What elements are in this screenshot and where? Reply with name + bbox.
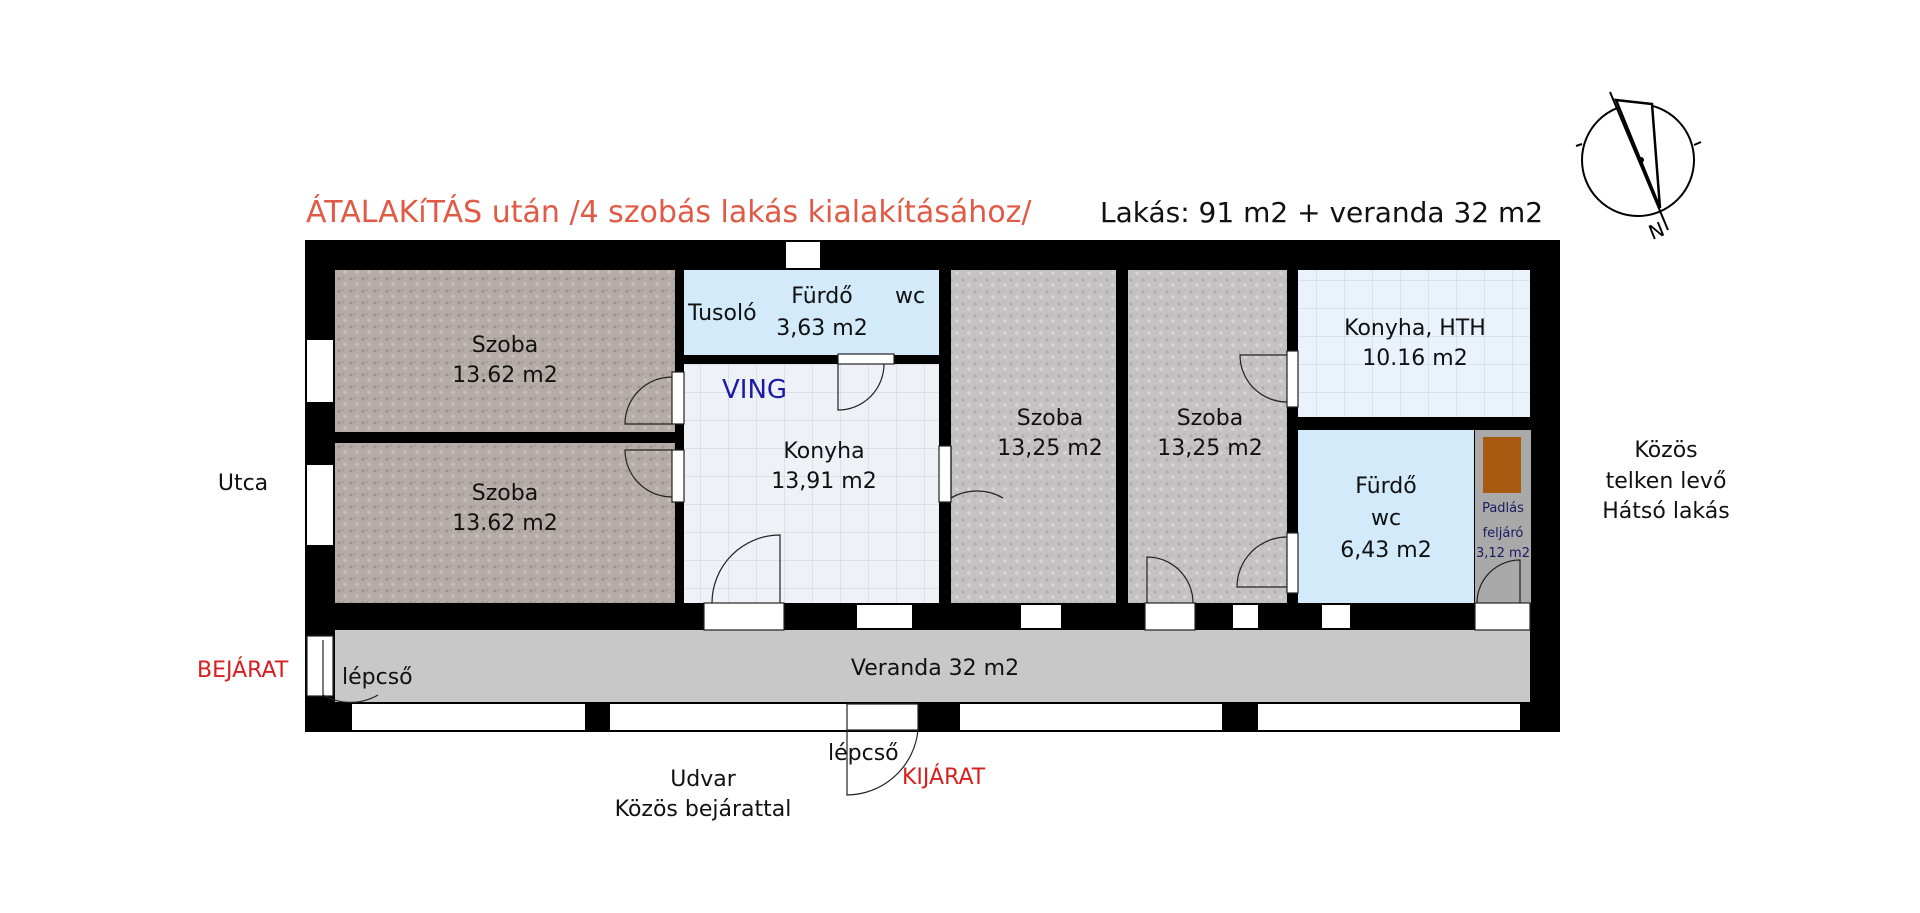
furdo-2-wc: wc	[1370, 506, 1402, 531]
room-konyha-hth	[1298, 270, 1530, 417]
szoba-1-area: 13.62 m2	[452, 363, 558, 388]
szoba-2-area: 13.62 m2	[452, 511, 558, 536]
compass-north-label: N	[1644, 216, 1668, 245]
udvar-sub-label: Közös bejárattal	[614, 797, 792, 822]
tusolo-label: Tusoló	[688, 301, 757, 326]
kijarat-label: KIJÁRAT	[902, 765, 986, 790]
kozos-line1: Közös	[1634, 438, 1698, 463]
szoba-3-area: 13,25 m2	[997, 436, 1103, 461]
veranda-label: Veranda 32 m2	[850, 656, 1020, 681]
lepcso-bottom-label: lépcső	[828, 741, 899, 766]
furdo-2-name: Fürdő	[1355, 474, 1417, 499]
furdo-1-name: Fürdő	[791, 284, 853, 309]
attic-stair-block	[1483, 437, 1521, 493]
area-summary: Lakás: 91 m2 + veranda 32 m2	[1100, 196, 1544, 229]
furdo-2-area: 6,43 m2	[1340, 538, 1432, 563]
szoba-4-area: 13,25 m2	[1157, 436, 1263, 461]
konyha-hth-area: 10.16 m2	[1362, 346, 1468, 371]
szoba-2-name: Szoba	[471, 481, 539, 506]
konyha-hth-name: Konyha, HTH	[1344, 316, 1486, 341]
szoba-3-name: Szoba	[1016, 406, 1084, 431]
furdo-1-wc: wc	[895, 284, 926, 309]
padlas-line2: feljáró	[1482, 526, 1524, 541]
padlas-area: 3,12 m2	[1475, 546, 1531, 561]
north-compass	[1576, 92, 1701, 230]
szoba-1-name: Szoba	[471, 333, 539, 358]
furdo-1-area: 3,63 m2	[776, 316, 868, 341]
utca-label: Utca	[217, 471, 269, 496]
lepcso-left-label: lépcső	[342, 665, 413, 690]
szoba-4-name: Szoba	[1176, 406, 1244, 431]
konyha-area: 13,91 m2	[771, 469, 877, 494]
udvar-label: Udvar	[670, 767, 736, 792]
bejarat-label: BEJÁRAT	[197, 658, 289, 683]
konyha-name: Konyha	[783, 439, 865, 464]
padlas-line1: Padlás	[1482, 501, 1524, 516]
kozos-line2: telken levő	[1605, 469, 1727, 494]
plan-title: ÁTALAKíTÁS után /4 szobás lakás kialakításához/	[306, 195, 1032, 230]
ving-label: VING	[722, 375, 788, 405]
kozos-line3: Hátsó lakás	[1602, 499, 1730, 524]
